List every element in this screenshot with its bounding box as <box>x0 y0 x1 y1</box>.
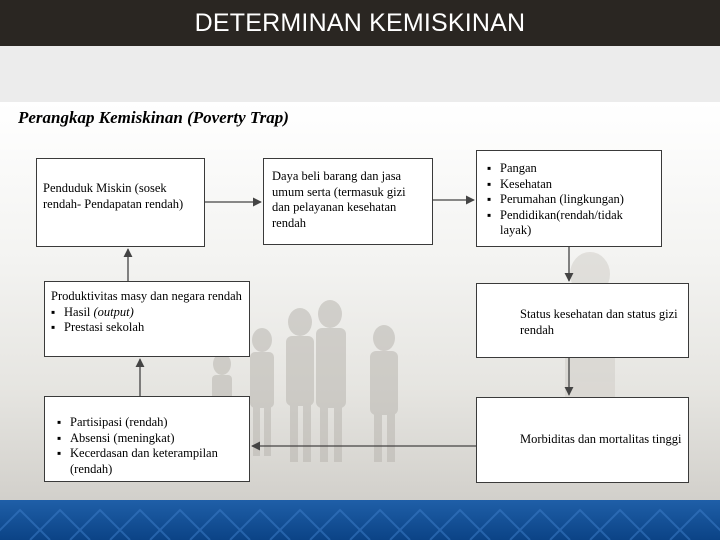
footer-bar <box>0 500 720 540</box>
needs-item: ▪ Pendidikan(rendah/tidak layak) <box>487 208 655 239</box>
needs-item: ▪ Kesehatan <box>487 177 655 193</box>
box-power-text: Daya beli barang dan jasa umum serta (termasuk gizi dan pelayanan kesehatan rendah <box>272 169 406 230</box>
footer-pattern <box>0 500 720 540</box>
subtitle-main: Perangkap Kemiskinan <box>18 108 188 127</box>
prod-output-label: (output) <box>93 304 134 319</box>
prod-item-text: Hasil <box>64 304 94 319</box>
partic-item: ▪ Partisipasi (rendah) <box>57 415 243 431</box>
box-morb-text: Morbiditas dan mortalitas tinggi <box>520 432 682 446</box>
subtitle-english: (Poverty Trap) <box>187 108 289 127</box>
partic-item: ▪ Absensi (meningkat) <box>57 431 243 447</box>
box-health-text: Status kesehatan dan status gizi rendah <box>520 307 678 337</box>
partic-item: ▪ Kecerdasan dan keterampilan (rendah) <box>57 446 243 477</box>
box-poor-text: Penduduk Miskin (sosek rendah- Pendapatan rendah) <box>43 181 184 211</box>
needs-item: ▪ Pangan <box>487 161 655 177</box>
needs-item: ▪ Perumahan (lingkungan) <box>487 192 655 208</box>
page-title: DETERMINAN KEMISKINAN <box>194 9 526 37</box>
prod-item: ▪ Prestasi sekolah <box>51 320 243 336</box>
box-prod-line: Produktivitas masy dan negara rendah <box>51 289 242 303</box>
